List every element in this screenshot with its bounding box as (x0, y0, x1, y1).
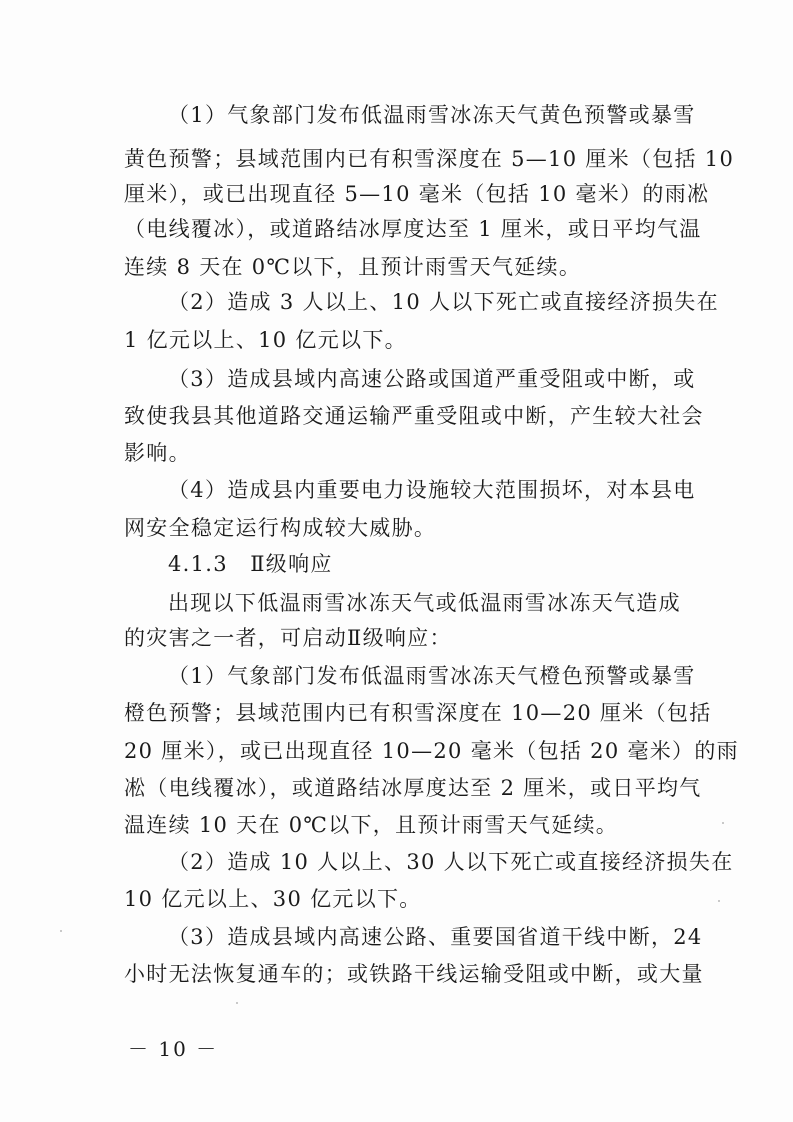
text-line: （电线覆冰），或道路结冰厚度达至 1 厘米，或日平均气温 (124, 217, 702, 241)
text-line: （2）造成 3 人以上、10 人以下死亡或直接经济损失在 (168, 290, 719, 314)
text-line: 20 厘米），或已出现直径 10—20 毫米（包括 20 毫米）的雨 (124, 739, 739, 763)
text-line: （1）气象部门发布低温雨雪冰冻天气橙色预警或暴雪 (168, 664, 696, 688)
scan-speck (722, 822, 724, 824)
text-line: 的灾害之一者，可启动Ⅱ级响应： (124, 626, 452, 650)
text-line: 厘米），或已出现直径 5—10 毫米（包括 10 毫米）的雨凇 (124, 182, 710, 206)
section-heading: 4.1.3 Ⅱ级响应 (168, 552, 333, 576)
text-line: 出现以下低温雨雪冰冻天气或低温雨雪冰冻天气造成 (168, 591, 681, 615)
text-line: 10 亿元以上、30 亿元以下。 (124, 887, 422, 911)
text-line: 1 亿元以上、10 亿元以下。 (124, 328, 407, 352)
text-line: （3）造成县域内高速公路、重要国省道干线中断，24 (168, 925, 703, 949)
text-line: 橙色预警；县域范围内已有积雪深度在 10—20 厘米（包括 (124, 701, 712, 725)
text-line: （2）造成 10 人以上、30 人以下死亡或直接经济损失在 (168, 850, 734, 874)
page-number: － 10 － (128, 1037, 219, 1061)
text-line: 凇（电线覆冰），或道路结冰厚度达至 2 厘米，或日平均气 (124, 776, 702, 800)
scan-speck (236, 1002, 238, 1004)
text-line: 网安全稳定运行构成较大威胁。 (124, 516, 437, 540)
scan-speck (718, 900, 720, 902)
text-line: 致使我县其他道路交通运输严重受阻或中断，产生较大社会 (124, 404, 704, 428)
text-line: （4）造成县内重要电力设施较大范围损坏，对本县电 (168, 478, 696, 502)
text-line: （1）气象部门发布低温雨雪冰冻天气黄色预警或暴雪 (168, 103, 696, 127)
text-line: 小时无法恢复通车的；或铁路干线运输受阻或中断，或大量 (124, 962, 704, 986)
text-line: 黄色预警；县域范围内已有积雪深度在 5—10 厘米（包括 10 (124, 147, 735, 171)
text-line: 连续 8 天在 0℃以下，且预计雨雪天气延续。 (124, 255, 582, 279)
scan-speck (60, 930, 62, 932)
text-line: （3）造成县域内高速公路或国道严重受阻或中断，或 (168, 367, 696, 391)
text-line: 温连续 10 天在 0℃以下，且预计雨雪天气延续。 (124, 813, 619, 837)
text-line: 影响。 (124, 441, 191, 465)
